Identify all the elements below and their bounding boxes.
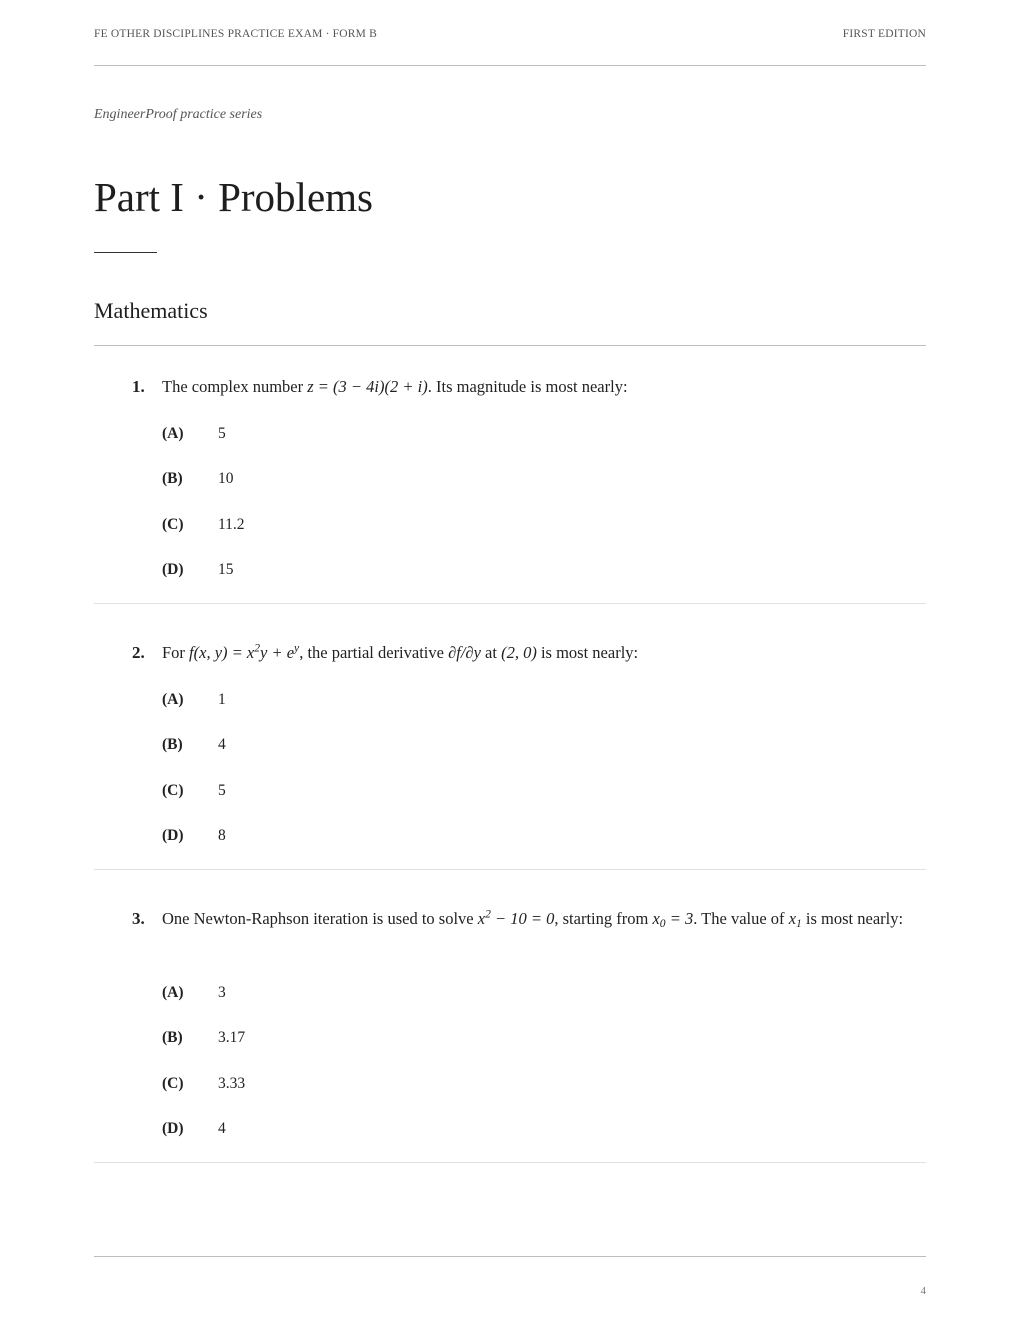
section-title: Mathematics: [94, 298, 208, 323]
problem-number: 3.: [132, 909, 145, 928]
choice-value: 5: [218, 782, 226, 799]
stem-text: at: [480, 643, 502, 662]
running-header: [94, 28, 926, 42]
problem-number: 1.: [132, 377, 145, 396]
choice-a[interactable]: [162, 422, 562, 446]
math-part: x: [652, 909, 660, 928]
choice-d[interactable]: [162, 558, 562, 582]
choice-c[interactable]: [162, 1072, 562, 1096]
math-superscript: 2: [485, 908, 491, 921]
choice-value: 10: [218, 470, 234, 487]
part-title-underline: [94, 252, 157, 253]
choice-value: 1: [218, 691, 226, 708]
choice-b[interactable]: [162, 733, 562, 757]
problem-divider: [94, 869, 926, 870]
stem-text: . The value of: [693, 909, 789, 928]
choice-value: 15: [218, 561, 234, 578]
choice-b[interactable]: [162, 1026, 562, 1050]
math-superscript: y: [294, 642, 300, 655]
stem-text: is most nearly:: [536, 643, 639, 662]
choice-value: 3.17: [218, 1029, 246, 1046]
problem-divider: [94, 1162, 926, 1163]
stem-math: z = (3 − 4i)(2 + i): [307, 377, 428, 396]
choice-c[interactable]: [162, 513, 562, 537]
problem-3: [94, 905, 926, 1160]
choice-letter: (D): [162, 827, 184, 844]
problem-stem: [162, 905, 926, 932]
choice-letter: (B): [162, 470, 183, 487]
stem-math: [789, 909, 802, 928]
choice-letter: (D): [162, 1120, 184, 1137]
math-part: x: [477, 909, 486, 928]
choice-d[interactable]: [162, 1117, 562, 1141]
math-subscript: 1: [796, 917, 802, 930]
page-number: 4: [920, 1285, 926, 1297]
choice-value: 4: [218, 1120, 226, 1137]
math-part: f(x, y) = x: [189, 643, 255, 662]
problem-number: 2.: [132, 643, 145, 662]
header-divider: [94, 65, 926, 66]
problem-2: [94, 639, 926, 869]
choice-b[interactable]: [162, 467, 562, 491]
stem-math: [478, 909, 555, 928]
choice-value: 4: [218, 736, 226, 753]
math-part: − 10 = 0: [490, 909, 555, 928]
choice-letter: (A): [162, 425, 184, 442]
exam-page: [94, 0, 926, 1320]
stem-text: For: [162, 643, 190, 662]
stem-text: One Newton-Raphson iteration is used to solve: [162, 909, 478, 928]
choice-letter: (C): [162, 516, 184, 533]
choice-value: 8: [218, 827, 226, 844]
math-part: y + e: [260, 643, 295, 662]
choice-letter: (B): [162, 1029, 183, 1046]
math-part: x: [788, 909, 797, 928]
stem-math: ∂f/∂y: [448, 643, 481, 662]
math-subscript: 0: [659, 917, 666, 930]
math-part: = 3: [665, 909, 694, 928]
footer-divider: [94, 1256, 926, 1257]
choice-a[interactable]: [162, 688, 562, 712]
stem-math: [189, 643, 299, 662]
part-title: Part I · Problems: [94, 174, 373, 220]
choice-letter: (D): [162, 561, 184, 578]
choice-value: 3: [218, 984, 226, 1001]
problem-1: [94, 373, 926, 603]
choice-c[interactable]: [162, 779, 562, 803]
running-header-edition: FIRST EDITION: [842, 28, 926, 40]
choice-letter: (A): [162, 691, 184, 708]
stem-text: , the partial derivative: [299, 643, 449, 662]
stem-math: [652, 909, 693, 928]
series-label: EngineerProof practice series: [94, 107, 263, 122]
choice-letter: (B): [162, 736, 183, 753]
choice-letter: (C): [162, 1075, 184, 1092]
problem-stem: [162, 639, 926, 666]
stem-math: (2, 0): [501, 643, 537, 662]
problem-stem: [162, 373, 926, 400]
stem-text: , starting from: [554, 909, 653, 928]
choice-d[interactable]: [162, 824, 562, 848]
choice-letter: (C): [162, 782, 184, 799]
choice-value: 3.33: [218, 1075, 246, 1092]
choice-value: 11.2: [218, 516, 245, 533]
running-header-title: FE OTHER DISCIPLINES PRACTICE EXAM · FORM B: [94, 28, 378, 40]
stem-text: The complex number: [162, 377, 308, 396]
choice-value: 5: [218, 425, 226, 442]
choice-a[interactable]: [162, 981, 562, 1005]
stem-text: . Its magnitude is most nearly:: [427, 377, 628, 396]
problem-divider: [94, 603, 926, 604]
math-superscript: 2: [254, 642, 261, 655]
choice-letter: (A): [162, 984, 184, 1001]
stem-text: is most nearly:: [801, 909, 904, 928]
section-divider: [94, 345, 926, 346]
